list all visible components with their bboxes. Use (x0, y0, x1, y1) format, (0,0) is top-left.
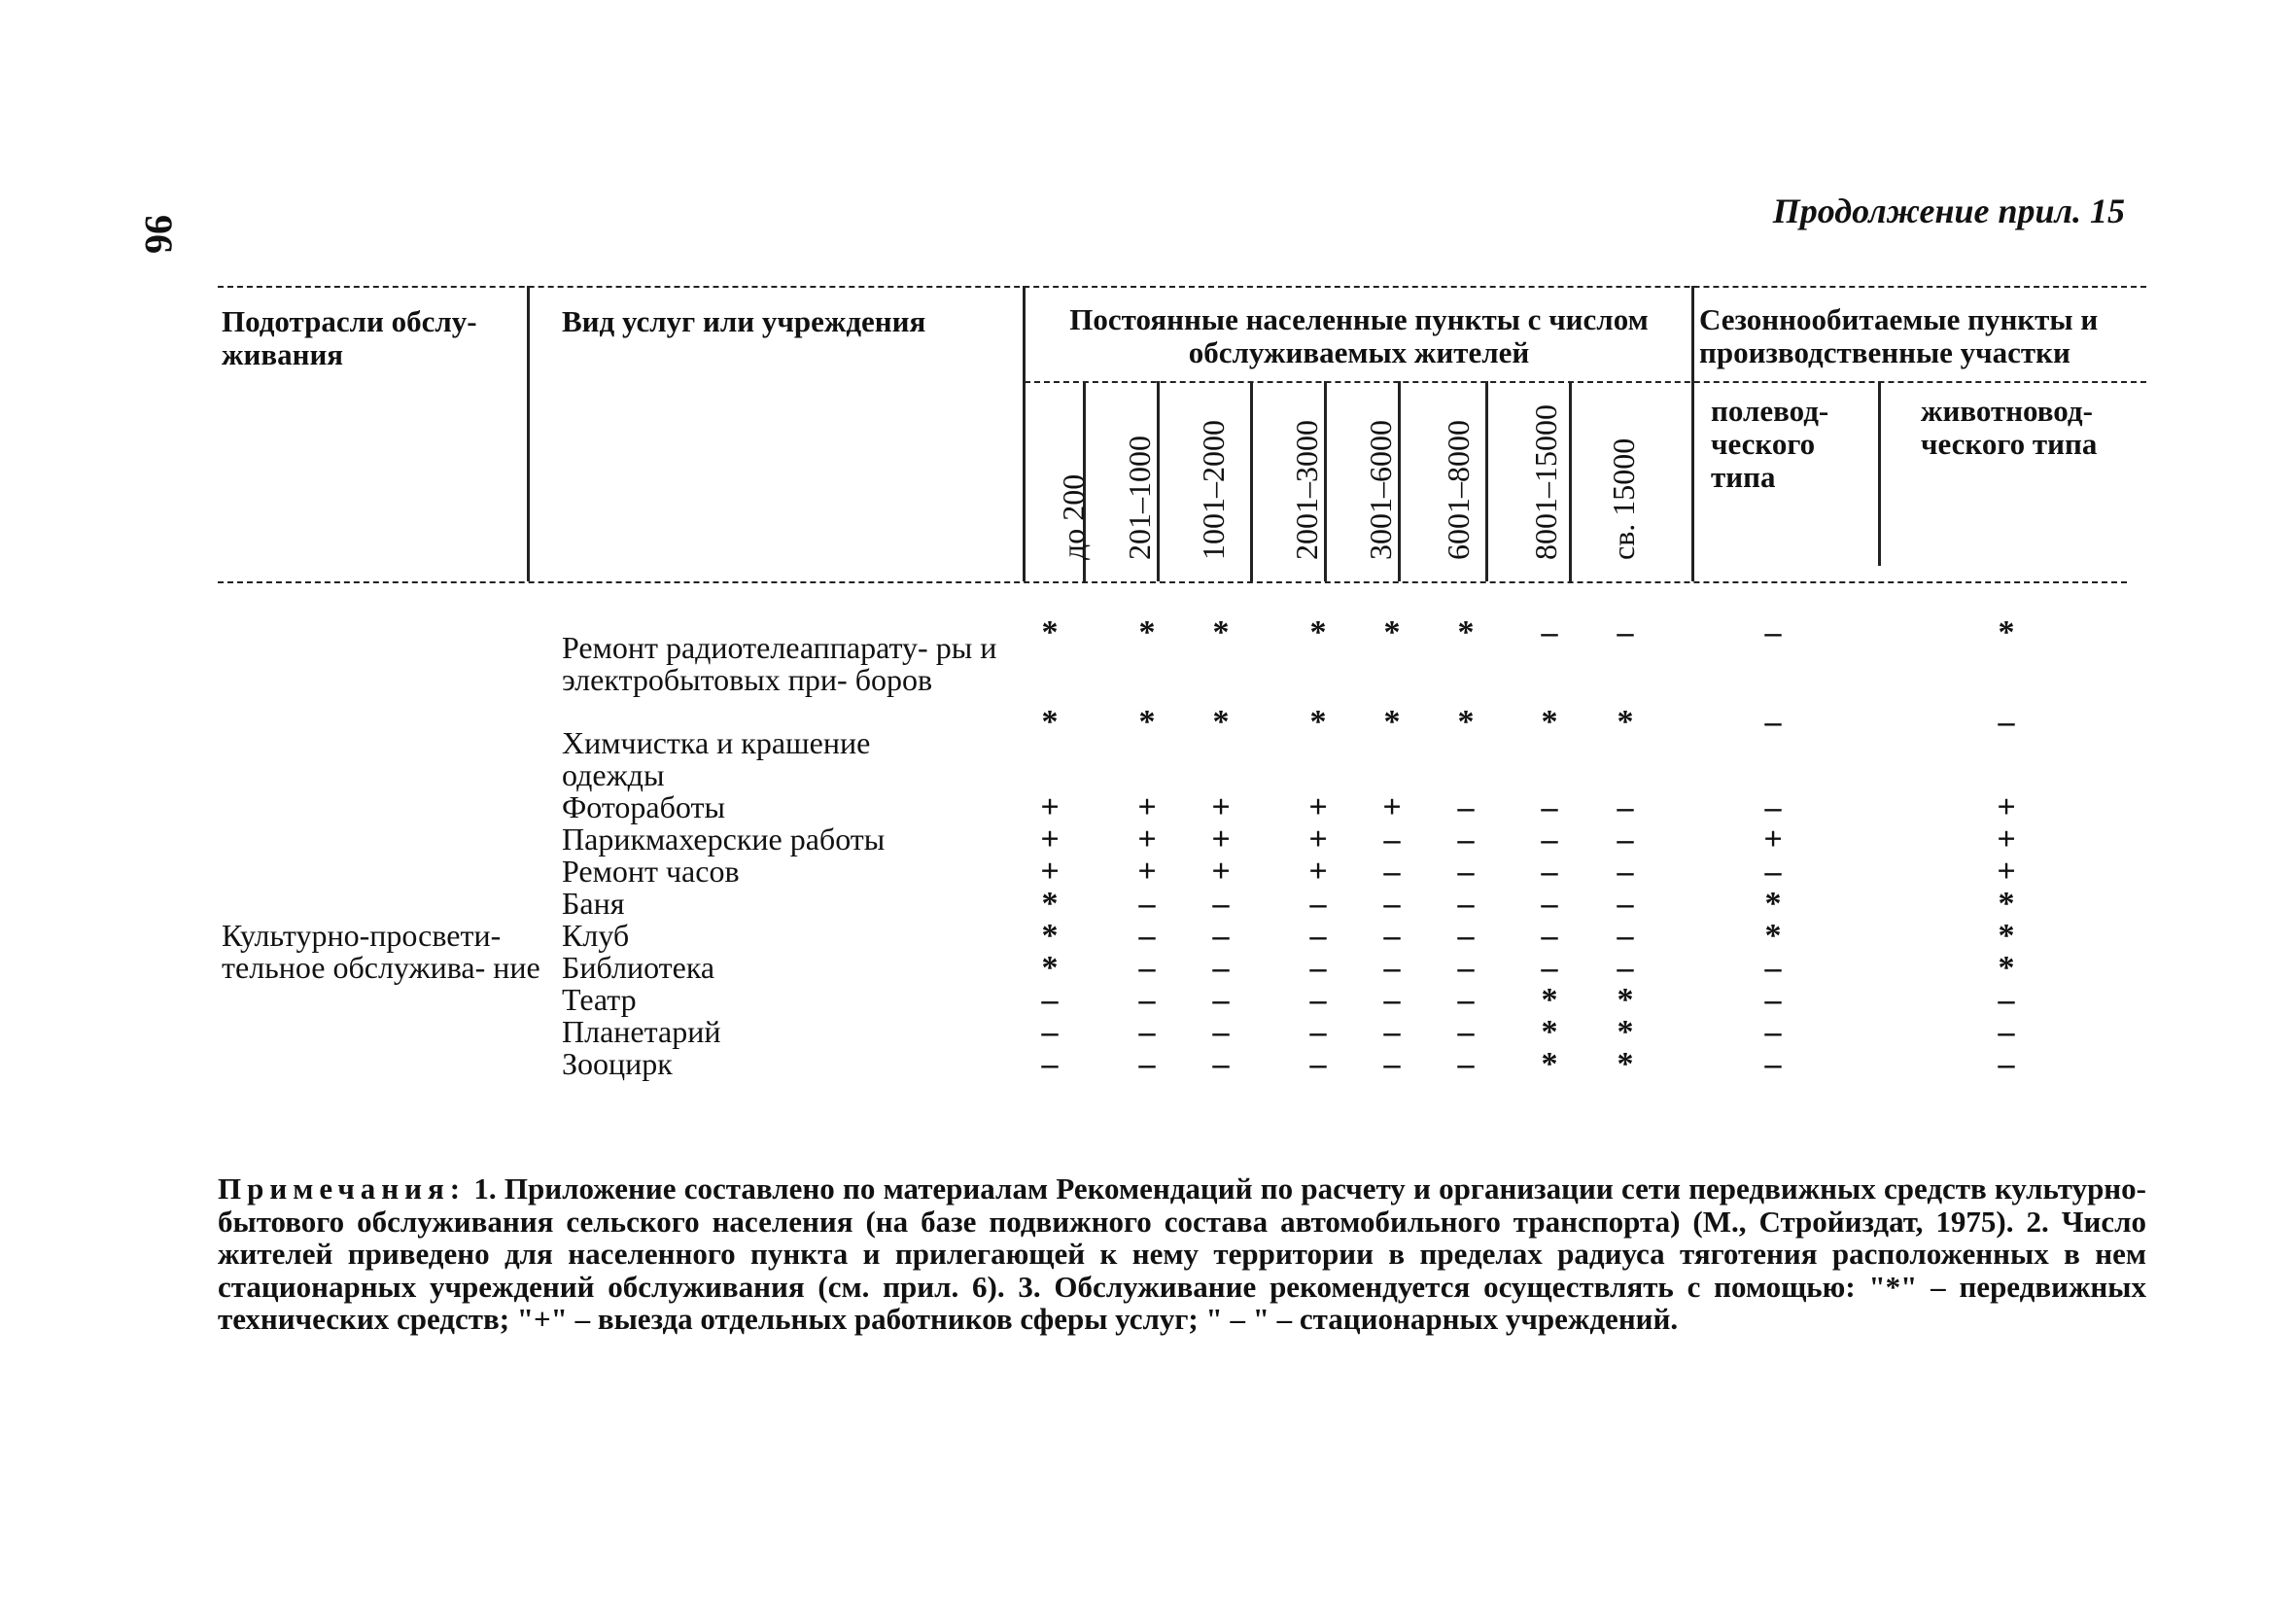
service-symbol: – (1541, 614, 1558, 650)
service-symbol: * (1457, 704, 1475, 740)
header-field-type: полевод- ческого типа (1711, 394, 1829, 494)
service-name: Фотоработы (562, 789, 725, 824)
service-symbol: – (1457, 918, 1475, 954)
pop-range-label: 6001–8000 (1441, 420, 1476, 560)
service-symbol: – (1383, 982, 1401, 1018)
service-symbol: * (1138, 614, 1156, 650)
service-symbol: – (1309, 950, 1327, 986)
service-symbol: + (1137, 789, 1157, 825)
service-symbol: – (1383, 854, 1401, 890)
service-symbol: – (1212, 982, 1230, 1018)
service-symbol: + (1308, 821, 1328, 857)
col-divider-1 (527, 286, 530, 581)
pop-range-label: 201–1000 (1122, 436, 1157, 560)
service-name: Клуб (562, 918, 630, 953)
service-symbol: * (1041, 614, 1059, 650)
service-symbol: – (1383, 821, 1401, 857)
service-symbol: * (1457, 614, 1475, 650)
service-symbol: * (1212, 704, 1230, 740)
col-divider-2 (1023, 286, 1026, 581)
service-symbol: – (1309, 886, 1327, 922)
service-symbol: – (1764, 789, 1782, 825)
service-symbol: – (1541, 950, 1558, 986)
service-symbol: – (1383, 1046, 1401, 1082)
service-symbol: * (1764, 918, 1782, 954)
service-symbol: + (1997, 854, 2016, 890)
service-symbol: – (1998, 1014, 2015, 1050)
service-symbol: – (1998, 704, 2015, 740)
service-symbol: + (1997, 821, 2016, 857)
service-symbol: * (1617, 704, 1634, 740)
service-symbol: + (1308, 854, 1328, 890)
pop-range-label: 8001–15000 (1528, 404, 1563, 560)
service-symbol: – (1457, 950, 1475, 986)
service-symbol: – (1212, 1014, 1230, 1050)
service-symbol: – (1457, 1014, 1475, 1050)
service-symbol: – (1764, 982, 1782, 1018)
service-name: Парикмахерские работы (562, 821, 886, 856)
service-symbol: – (1457, 854, 1475, 890)
service-name: Баня (562, 886, 625, 921)
service-name: Ремонт радиотелеаппарату- ры и электробытовых при- боров (562, 630, 997, 697)
service-symbol: + (1040, 789, 1060, 825)
service-symbol: * (1041, 704, 1059, 740)
service-symbol: – (1617, 950, 1634, 986)
service-symbol: – (1541, 918, 1558, 954)
service-symbol: – (1617, 614, 1634, 650)
service-symbol: – (1998, 982, 2015, 1018)
notes-text: 1. Приложение составлено по материалам Рекомендаций по расчету и организации сети передвижных средств культурно-бытового обслуживания сельского населения (на базе подвижного состава автомобильного транспорта) (М., Стройиздат, 1975). 2. Число жителей приведено для населенного пункта и прилегающей к нему территории в пределах радиуса тяготения расположенных в нем стационарных учреждений обслуживания (см. прил. 6). 3. Обслуживание рекомендуется осуществлять с помощью: "*" – передвижных технических средств; "+" – выезда отдельных работников сферы услуг; " – " – стационарных учреждений. (218, 1171, 2146, 1336)
service-symbol: * (1541, 1046, 1558, 1082)
service-symbol: – (1309, 982, 1327, 1018)
header-seasonal-points: Сезоннообитаемые пункты и производственные участки (1699, 302, 2099, 369)
service-symbol: + (1137, 821, 1157, 857)
service-symbol: – (1212, 886, 1230, 922)
seasonal-col-divider (1878, 381, 1881, 566)
service-symbol: – (1309, 1014, 1327, 1050)
service-symbol: + (1308, 789, 1328, 825)
service-symbol: – (1764, 950, 1782, 986)
running-head: Продолжение прил. 15 (1772, 192, 2125, 230)
service-symbol: – (1309, 918, 1327, 954)
service-symbol: – (1138, 982, 1156, 1018)
service-symbol: – (1212, 1046, 1230, 1082)
service-name: Библиотека (562, 950, 715, 985)
category-cultural-service: Культурно-просвети- тельное обслужива- ние (222, 918, 540, 985)
service-symbol: – (1383, 1014, 1401, 1050)
service-symbol: + (1382, 789, 1402, 825)
service-name: Театр (562, 982, 637, 1017)
service-symbol: * (1041, 886, 1059, 922)
service-symbol: * (1212, 614, 1230, 650)
service-symbol: + (1040, 854, 1060, 890)
service-symbol: – (1617, 789, 1634, 825)
service-symbol: – (1383, 886, 1401, 922)
service-symbol: – (1617, 918, 1634, 954)
service-symbol: * (1383, 704, 1401, 740)
service-symbol: – (1617, 886, 1634, 922)
service-symbol: * (1541, 704, 1558, 740)
service-symbol: * (1617, 1014, 1634, 1050)
service-symbol: * (1764, 886, 1782, 922)
service-symbol: * (1617, 982, 1634, 1018)
header-livestock-type: животновод- ческого типа (1921, 394, 2098, 461)
service-symbol: * (1041, 950, 1059, 986)
pop-range-label: 2001–3000 (1289, 420, 1324, 560)
service-symbol: + (1997, 789, 2016, 825)
service-symbol: * (1041, 918, 1059, 954)
service-symbol: – (1764, 1046, 1782, 1082)
service-symbol: – (1457, 789, 1475, 825)
service-symbol: * (1998, 918, 2015, 954)
service-symbol: + (1137, 854, 1157, 890)
pop-col-divider (1250, 381, 1253, 581)
service-symbol: – (1764, 854, 1782, 890)
service-symbol: * (1617, 1046, 1634, 1082)
service-symbol: – (1541, 854, 1558, 890)
header-bottom-rule (218, 581, 2127, 583)
service-symbol: – (1041, 1014, 1059, 1050)
service-symbol: * (1998, 950, 2015, 986)
service-symbol: – (1541, 789, 1558, 825)
service-symbol: * (1541, 982, 1558, 1018)
service-symbol: – (1457, 821, 1475, 857)
service-symbol: – (1457, 886, 1475, 922)
service-symbol: + (1763, 821, 1783, 857)
pop-col-divider (1569, 381, 1572, 581)
service-symbol: * (1541, 1014, 1558, 1050)
service-symbol: – (1764, 704, 1782, 740)
service-symbol: * (1383, 614, 1401, 650)
header-subsector: Подотрасли обслу- живания (222, 304, 477, 371)
service-symbol: – (1457, 1046, 1475, 1082)
notes-paragraph (218, 1172, 2146, 1336)
service-symbol: – (1212, 918, 1230, 954)
pop-range-label: до 200 (1056, 473, 1091, 560)
service-symbol: * (1998, 614, 2015, 650)
service-symbol: – (1138, 886, 1156, 922)
services-table (218, 286, 2146, 1093)
service-symbol: – (1212, 950, 1230, 986)
service-symbol: – (1541, 821, 1558, 857)
service-symbol: – (1764, 1014, 1782, 1050)
service-symbol: – (1309, 1046, 1327, 1082)
col-divider-3 (1691, 286, 1694, 581)
service-name: Химчистка и крашение одежды (562, 725, 871, 792)
service-symbol: * (1998, 886, 2015, 922)
service-symbol: – (1383, 950, 1401, 986)
pop-range-label: 3001–6000 (1363, 420, 1398, 560)
header-service-type: Вид услуг или учреждения (562, 304, 926, 338)
page-number: 96 (137, 215, 181, 254)
service-symbol: * (1309, 614, 1327, 650)
service-symbol: – (1041, 982, 1059, 1018)
service-symbol: + (1040, 821, 1060, 857)
service-symbol: – (1541, 886, 1558, 922)
service-name: Зооцирк (562, 1046, 673, 1081)
service-symbol: * (1138, 704, 1156, 740)
service-symbol: + (1211, 854, 1231, 890)
service-symbol: * (1309, 704, 1327, 740)
service-symbol: – (1383, 918, 1401, 954)
service-symbol: – (1998, 1046, 2015, 1082)
header-permanent-settlements: Постоянные населенные пункты с числом обслуживаемых жителей (1069, 302, 1649, 369)
service-symbol: – (1617, 854, 1634, 890)
pop-col-divider (1485, 381, 1488, 581)
table-top-rule (218, 286, 2146, 288)
service-symbol: – (1617, 821, 1634, 857)
service-name: Планетарий (562, 1014, 721, 1049)
pop-range-label: 1001–2000 (1196, 420, 1231, 560)
service-symbol: + (1211, 821, 1231, 857)
notes-label: Примечания: (218, 1171, 467, 1206)
service-symbol: – (1764, 614, 1782, 650)
service-symbol: + (1211, 789, 1231, 825)
service-symbol: – (1041, 1046, 1059, 1082)
service-symbol: – (1138, 950, 1156, 986)
service-symbol: – (1138, 1014, 1156, 1050)
service-symbol: – (1457, 982, 1475, 1018)
service-name: Ремонт часов (562, 854, 740, 889)
service-symbol: – (1138, 1046, 1156, 1082)
pop-range-label: св. 15000 (1606, 437, 1641, 560)
service-symbol: – (1138, 918, 1156, 954)
